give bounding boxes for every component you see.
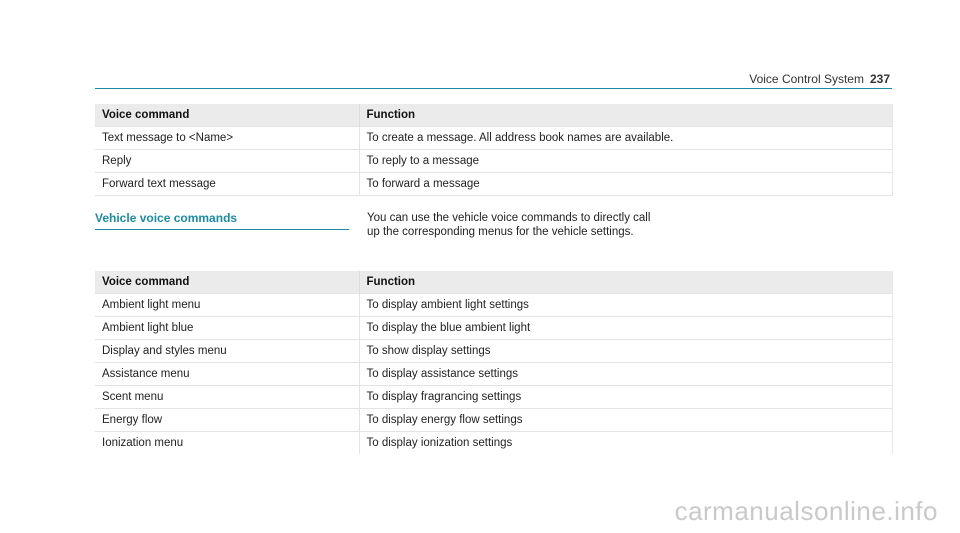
voice-command-cell: Ambient light menu: [95, 294, 359, 317]
table-row: [95, 386, 892, 409]
voice-command-cell: Ambient light blue: [95, 317, 359, 340]
table-header-row: [95, 104, 892, 127]
voice-command-cell: Ionization menu: [95, 432, 359, 455]
watermark: carmanualsonline.info: [674, 496, 938, 526]
table-row: [95, 127, 892, 150]
table-header-row: [95, 271, 892, 294]
table-row: [95, 173, 892, 196]
voice-command-cell: Reply: [95, 150, 359, 173]
column-header-voice-command: Voice command: [95, 104, 359, 127]
table-row: [95, 150, 892, 173]
function-cell: To create a message. All address book names are available.: [359, 127, 892, 150]
table-row: [95, 294, 892, 317]
header-rule: [95, 88, 892, 89]
function-cell: To show display settings: [359, 340, 892, 363]
function-cell: To display ionization settings: [359, 432, 892, 455]
function-cell: To display fragrancing settings: [359, 386, 892, 409]
section-intro-text: You can use the vehicle voice commands to directly call up the corresponding menus for the vehicle settings.: [367, 212, 651, 238]
page-number: 237: [869, 72, 890, 86]
chapter-title: Voice Control System: [749, 72, 864, 86]
table-row: [95, 317, 892, 340]
column-header-voice-command: Voice command: [95, 271, 359, 294]
function-cell: To display energy flow settings: [359, 409, 892, 432]
voice-command-cell: Scent menu: [95, 386, 359, 409]
table-row: [95, 363, 892, 386]
function-cell: To forward a message: [359, 173, 892, 196]
section-heading: Vehicle voice commands: [95, 211, 349, 230]
voice-command-cell: Forward text message: [95, 173, 359, 196]
voice-command-table-vehicle: [95, 271, 893, 454]
function-cell: To display the blue ambient light: [359, 317, 892, 340]
voice-command-cell: Energy flow: [95, 409, 359, 432]
function-cell: To display assistance settings: [359, 363, 892, 386]
function-cell: To reply to a message: [359, 150, 892, 173]
table-row: [95, 432, 892, 455]
column-header-function: Function: [359, 271, 892, 294]
voice-command-table-messages: [95, 104, 893, 196]
column-header-function: Function: [359, 104, 892, 127]
table-row: [95, 340, 892, 363]
voice-command-cell: Text message to <Name>: [95, 127, 359, 150]
running-head: [749, 72, 890, 86]
voice-command-cell: Display and styles menu: [95, 340, 359, 363]
function-cell: To display ambient light settings: [359, 294, 892, 317]
voice-command-cell: Assistance menu: [95, 363, 359, 386]
table-row: [95, 409, 892, 432]
